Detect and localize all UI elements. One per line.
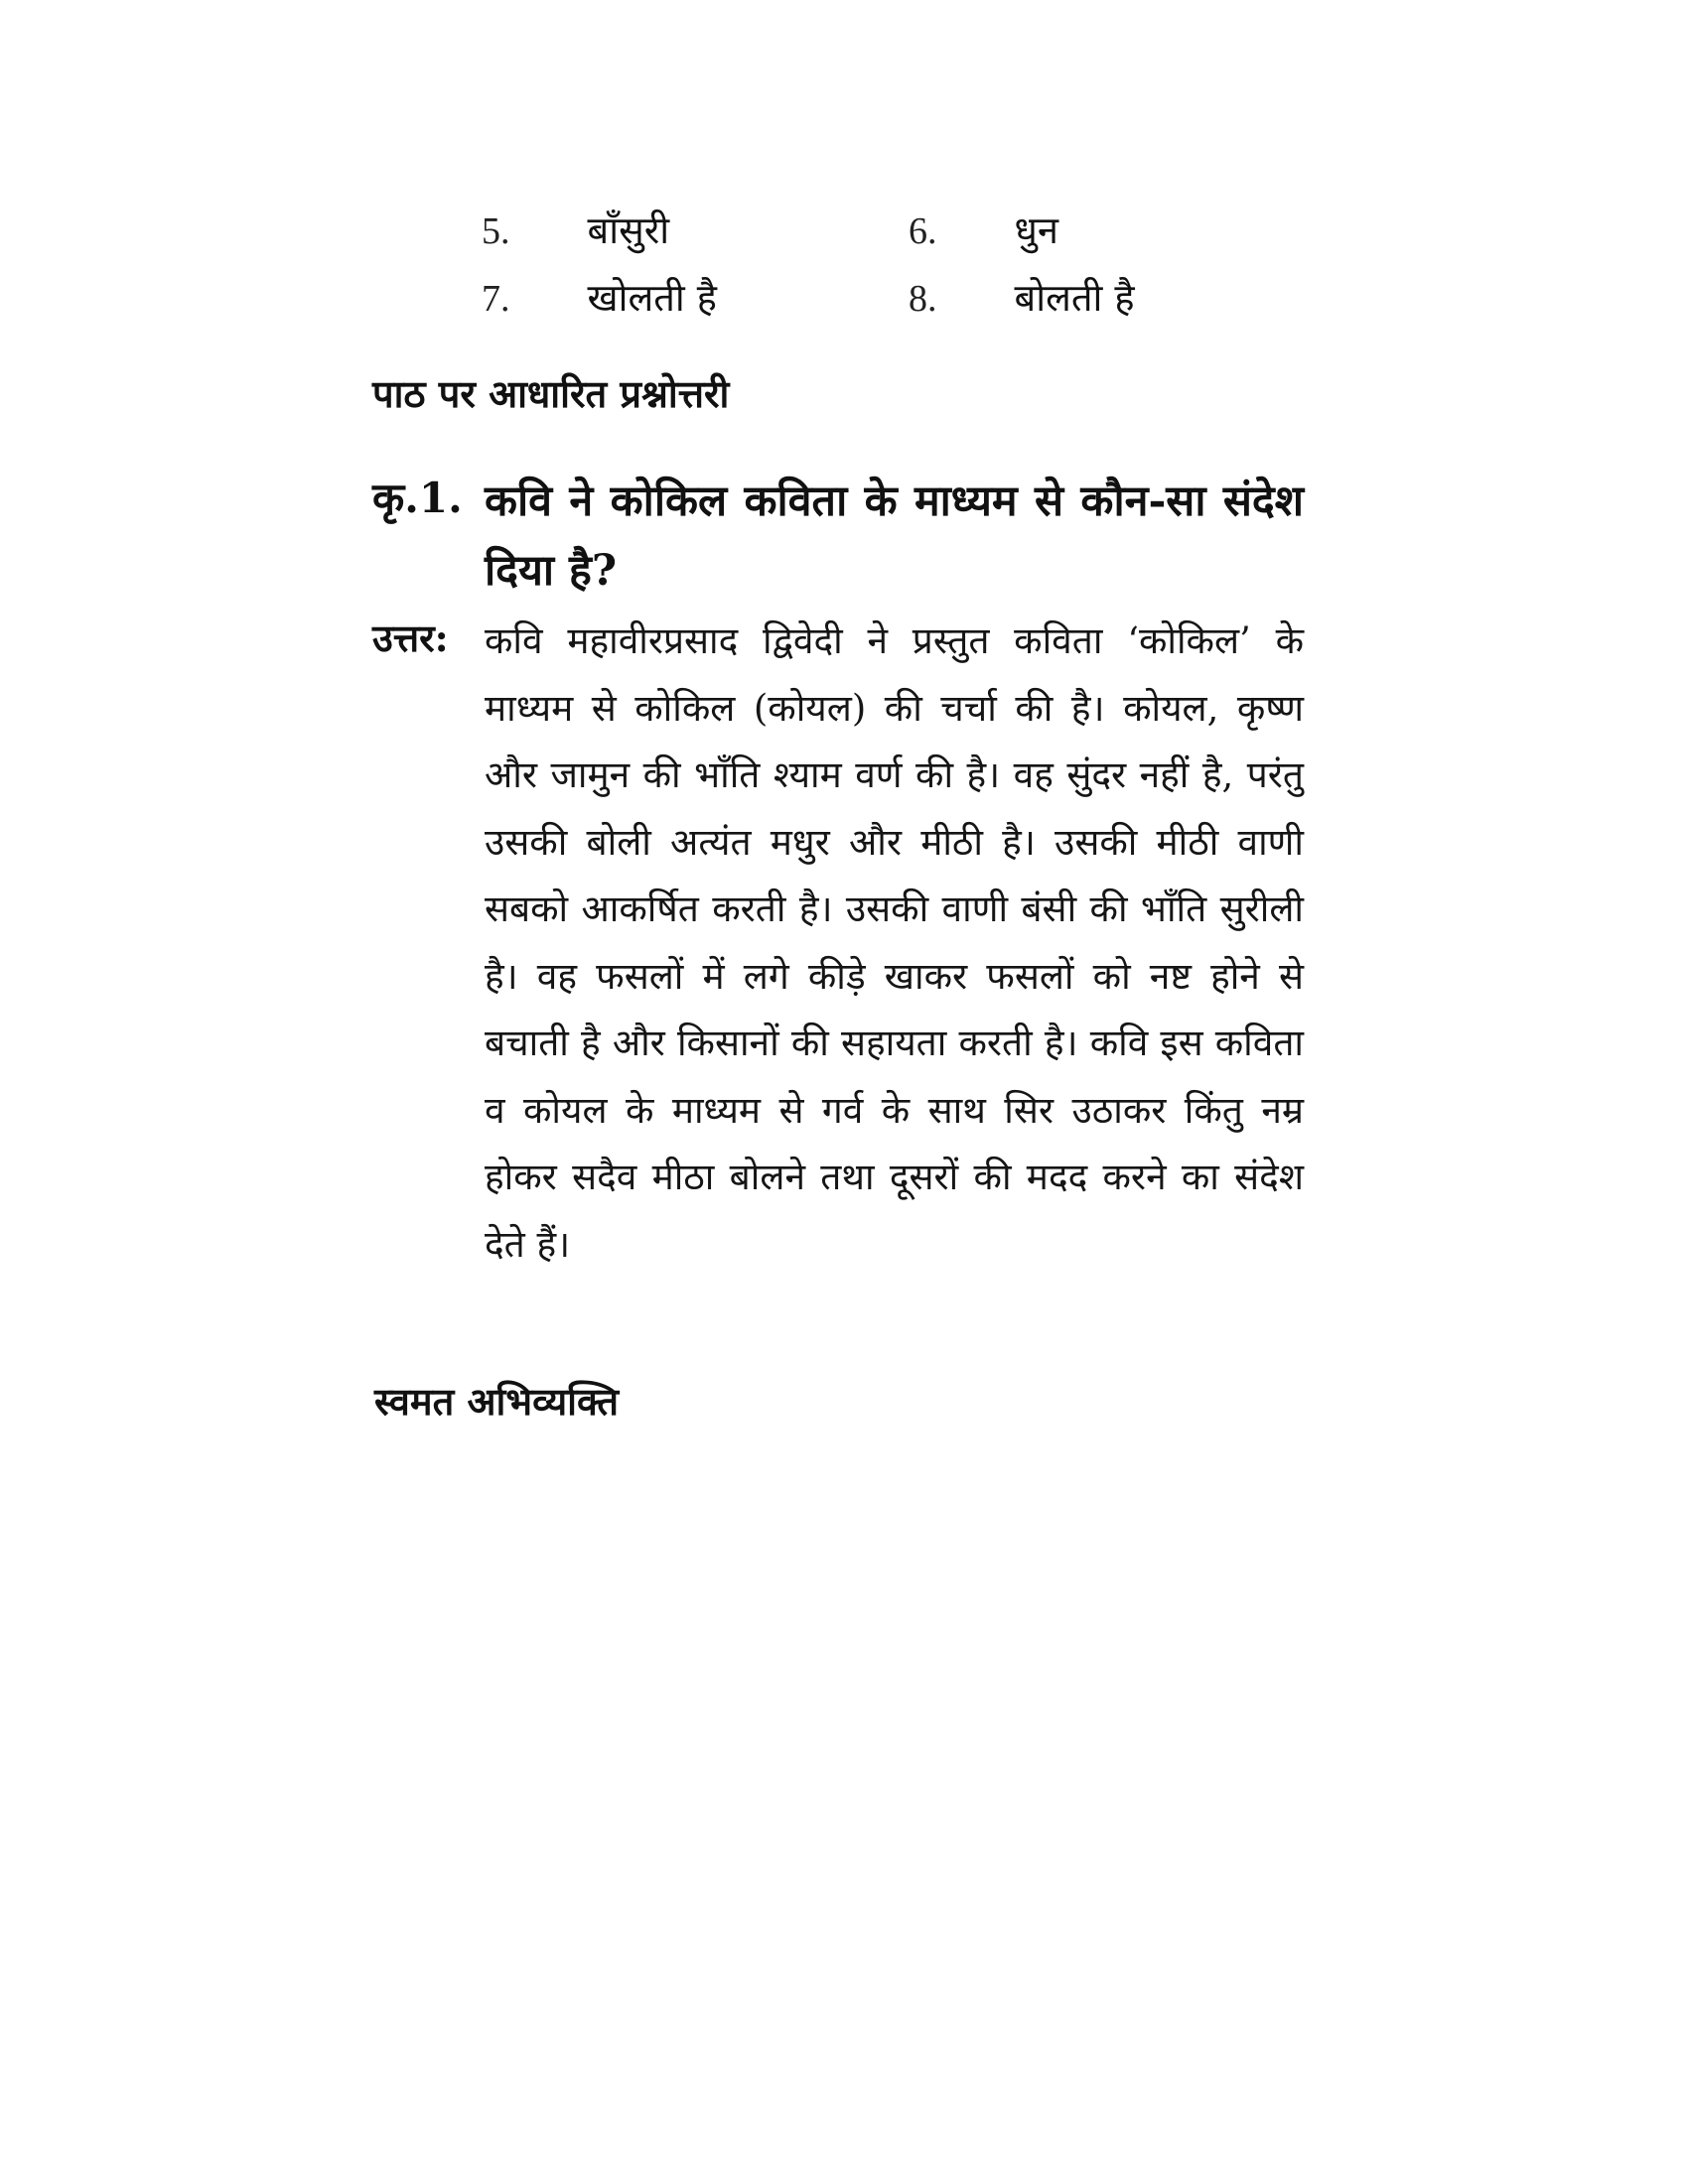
item-word: बोलती है: [1014, 276, 1135, 320]
item-number: 8.: [909, 278, 937, 320]
item-number: 7.: [482, 278, 510, 320]
word-list: [482, 204, 1336, 339]
item-word: खोलती है: [587, 276, 717, 320]
section-heading-qa: पाठ पर आधारित प्रश्नोत्तरी: [372, 371, 730, 416]
item-word: धुन: [1014, 208, 1058, 252]
answer-label: उत्तर:: [372, 615, 449, 660]
question-text: कवि ने कोकिल कविता के माध्यम से कौन-सा संदेश दिया है?: [485, 477, 1304, 596]
answer-text: कवि महावीरप्रसाद द्विवेदी ने प्रस्तुत कविता ‘कोकिल’ के माध्यम से कोकिल (कोयल) की चर्चा की है। कोयल, कृष्ण और जामुन की भाँति श्याम वर्ण की है। वह सुंदर नहीं है, परंतु उसकी बोली अत्यंत मधुर और मीठी है। उसकी मीठी वाणी सबको आकर्षित करती है। उसकी वाणी बंसी की भाँति सुरीली है। वह फसलों में लगे कीड़े खाकर फसलों को नष्ट होने से बचाती है और किसानों की सहायता करती है। कवि इस कविता व कोयल के माध्यम से गर्व के साथ सिर उठाकर किंतु नम्र होकर सदैव मीठा बोलने तथा दूसरों की मदद करने का संदेश देते हैं।: [485, 619, 1304, 1266]
question-label: कृ.1.: [372, 474, 463, 522]
section-heading-opinion: स्वमत अभिव्यक्ति: [374, 1379, 620, 1424]
item-word: बाँसुरी: [587, 208, 670, 252]
item-number: 5.: [482, 210, 510, 252]
item-number: 6.: [909, 210, 937, 252]
word-row: [482, 204, 1336, 271]
word-row: [482, 271, 1336, 339]
